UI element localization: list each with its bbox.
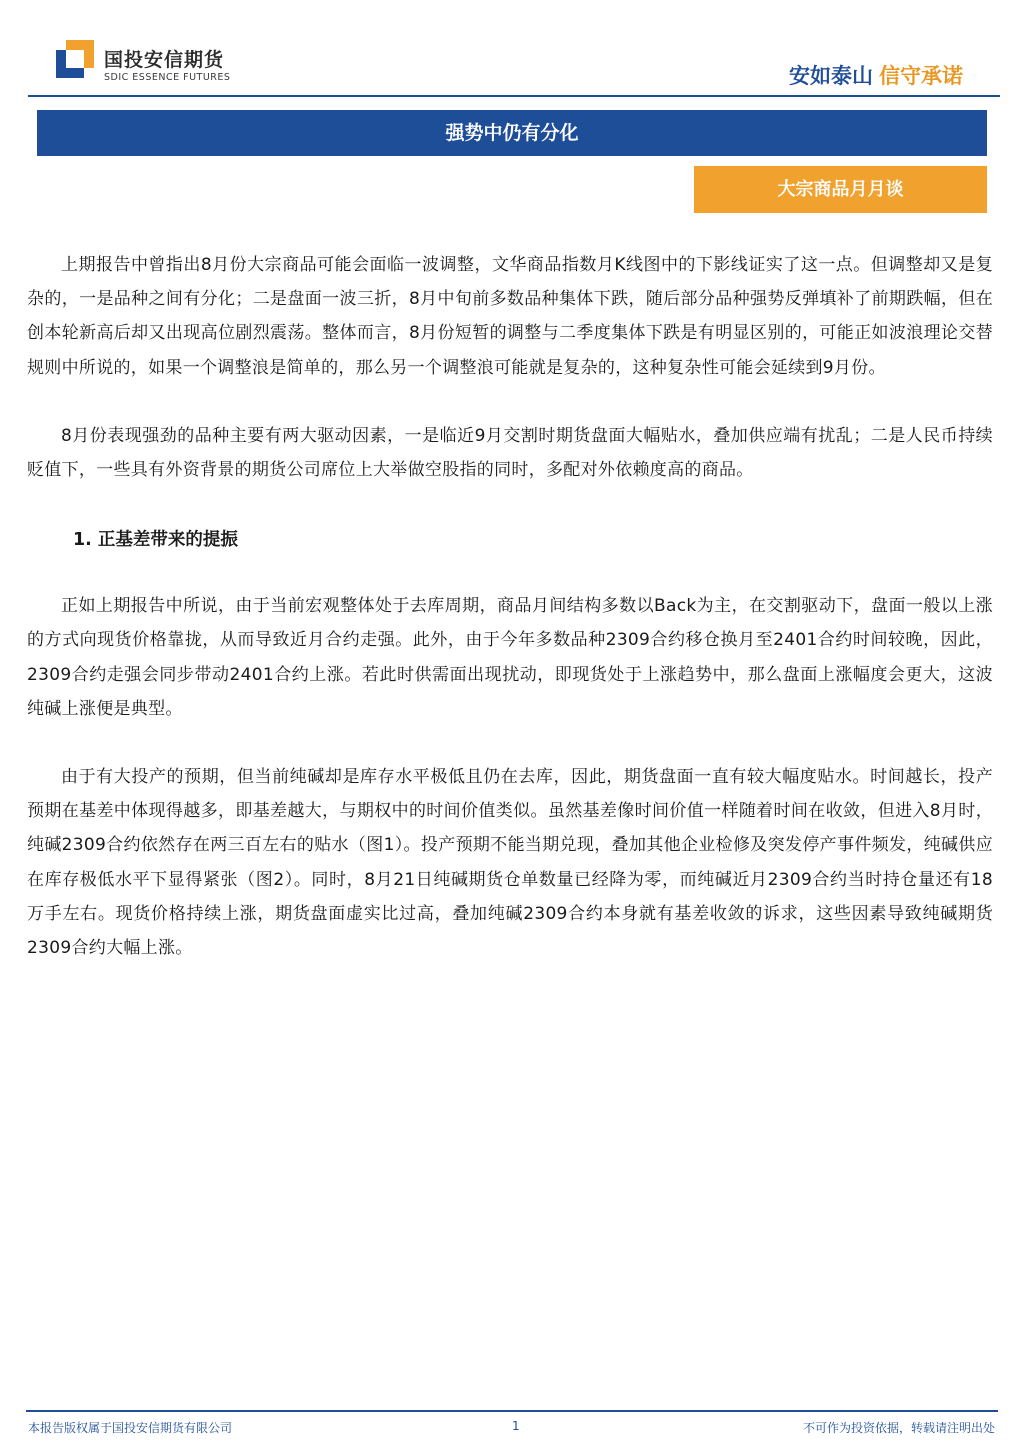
body-paragraph: 上期报告中曾指出8月份大宗商品可能会面临一波调整，文华商品指数月K线图中的下影线证实了这一点。但调整却又是复杂的，一是品种之间有分化；二是盘面一波三折，8月中旬前多数品种集体下跌，随后部分品种强势反弹填补了前期跌幅，但在创本轮新高后却又出现高位剧烈震荡。整体而言，8月份短暂的调整与二季度集体下跌是有明显区别的，可能正如波浪理论交替规则中所说的，如果一个调整浪是简单的，那么另一个调整浪可能就是复杂的，这种复杂性可能会延续到9月份。 (27, 255, 993, 378)
report-body (27, 248, 993, 965)
footer-divider (26, 1410, 998, 1412)
slogan-part2: 信守承诺 (879, 64, 963, 88)
report-title: 强势中仍有分化 (37, 110, 987, 156)
slogan (789, 60, 963, 90)
body-paragraph: 8月份表现强劲的品种主要有两大驱动因素，一是临近9月交割时期货盘面大幅贴水，叠加供应端有扰乱；二是人民币持续贬值下，一些具有外资背景的期货公司席位上大举做空股指的同时，多配对外依赖度高的商品。 (27, 425, 993, 481)
slogan-part1: 安如泰山 (789, 64, 873, 88)
page-number: 1 (512, 1419, 520, 1433)
footer-copyright: 本报告版权属于国投安信期货有限公司 (28, 1421, 233, 1435)
column-tag: 大宗商品月月谈 (694, 166, 987, 213)
company-name: 国投安信期货 (104, 49, 225, 71)
page-footer (0, 1400, 1025, 1450)
body-paragraph: 由于有大投产的预期，但当前纯碱却是库存水平极低且仍在去库，因此，期货盘面一直有较大幅度贴水。时间越长，投产预期在基差中体现得越多，即基差越大，与期权中的时间价值类似。虽然基差像时间价值一样随着时间在收敛，但进入8月时，纯碱2309合约依然存在两三百左右的贴水（图1）。投产预期不能当期兑现，叠加其他企业检修及突发停产事件频发，纯碱供应在库存极低水平下显得紧张（图2）。同时，8月21日纯碱期货仓单数量已经降为零，而纯碱近月2309合约当时持仓量还有18万手左右。现货价格持续上涨，期货盘面虚实比过高，叠加纯碱2309合约本身就有基差收敛的诉求，这些因素导致纯碱期货2309合约大幅上涨。 (27, 767, 993, 959)
page-header (0, 0, 1025, 100)
body-paragraph: 正如上期报告中所说，由于当前宏观整体处于去库周期，商品月间结构多数以Back为主，在交割驱动下，盘面一般以上涨的方式向现货价格靠拢，从而导致近月合约走强。此外，由于今年多数品种2309合约移仓换月至2401合约时间较晚，因此，2309合约走强会同步带动2401合约上涨。若此时供需面出现扰动，即现货处于上涨趋势中，那么盘面上涨幅度会更大，这波纯碱上涨便是典型。 (27, 596, 993, 719)
footer-disclaimer: 不可作为投资依据，转载请注明出处 (802, 1421, 995, 1435)
company-logo-icon (56, 40, 94, 78)
header-divider (28, 95, 1000, 97)
company-name-en: SDIC ESSENCE FUTURES (104, 72, 231, 83)
section-heading: 1. 正基差带来的提振 (73, 530, 238, 551)
